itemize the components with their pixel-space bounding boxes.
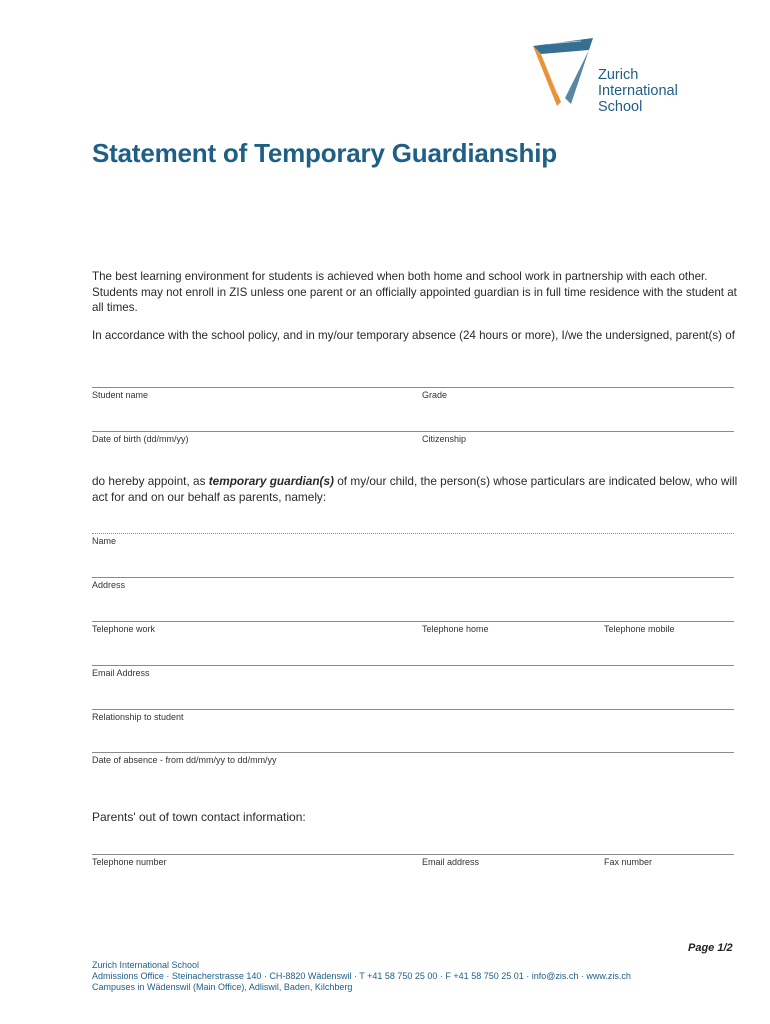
- absence-label: Date of absence - from dd/mm/yy to dd/mm/yy: [92, 755, 277, 765]
- intro-paragraph: The best learning environment for students is achieved when both home and school work in partnership with each other. Students may not enroll in ZIS unless one parent or an officially appointed guardian is in full time residence with the student at all times.: [92, 270, 737, 314]
- telephone-mobile-label: Telephone mobile: [604, 624, 675, 634]
- telephone-home-label: Telephone home: [422, 624, 489, 634]
- parents-contact-line[interactable]: [92, 854, 734, 855]
- absence-line[interactable]: [92, 752, 734, 753]
- parents-fax-label: Fax number: [604, 857, 653, 867]
- policy-paragraph: In accordance with the school policy, and in my/our temporary absence (24 hours or more), I/we the undersigned, parent(s) of: [92, 329, 735, 342]
- parents-contact-heading: Parents' out of town contact information:: [92, 810, 306, 824]
- footer-school-name: Zurich International School: [92, 960, 200, 970]
- appoint-text-after: of my/our child, the person(s) whose particulars are indicated below, who will act for and on our behalf as parents, namely:: [92, 474, 738, 504]
- guardian-name-label: Name: [92, 536, 117, 546]
- logo-text-line-1: Zurich: [598, 67, 639, 83]
- address-label: Address: [92, 580, 126, 590]
- parents-telephone-label: Telephone number: [92, 857, 167, 867]
- parents-email-label: Email address: [422, 857, 480, 867]
- telephone-work-label: Telephone work: [92, 624, 156, 634]
- page-number: Page 1/2: [688, 942, 733, 954]
- address-line[interactable]: [92, 577, 734, 578]
- dob-label: Date of birth (dd/mm/yy): [92, 434, 189, 444]
- citizenship-label: Citizenship: [422, 434, 467, 444]
- appoint-paragraph: [92, 474, 742, 505]
- temporary-guardian-emphasis: temporary guardian(s): [208, 474, 334, 488]
- dob-line[interactable]: [92, 431, 734, 432]
- appoint-text-before: do hereby appoint, as: [92, 474, 209, 488]
- relationship-label: Relationship to student: [92, 712, 184, 722]
- email-line[interactable]: [92, 665, 734, 666]
- logo-emblem-icon: [527, 32, 599, 112]
- logo-text-line-3: School: [598, 99, 643, 115]
- student-name-label: Student name: [92, 390, 149, 400]
- student-name-line[interactable]: [92, 387, 734, 388]
- relationship-line[interactable]: [92, 709, 734, 710]
- footer-campuses-line: Campuses in Wädenswil (Main Office), Adliswil, Baden, Kilchberg: [92, 982, 353, 992]
- page-title: Statement of Temporary Guardianship: [92, 138, 557, 168]
- school-logo: [527, 32, 599, 112]
- guardian-name-line[interactable]: [92, 533, 734, 534]
- email-label: Email Address: [92, 668, 150, 678]
- telephone-line[interactable]: [92, 621, 734, 622]
- grade-label: Grade: [422, 390, 448, 400]
- logo-text-line-2: International: [598, 83, 678, 99]
- footer-contact-line: Admissions Office · Steinacherstrasse 140 · CH-8820 Wädenswil · T +41 58 750 25 00 · F +41 58 750 25 01 · info@zis.ch · www.zis.ch: [92, 971, 631, 981]
